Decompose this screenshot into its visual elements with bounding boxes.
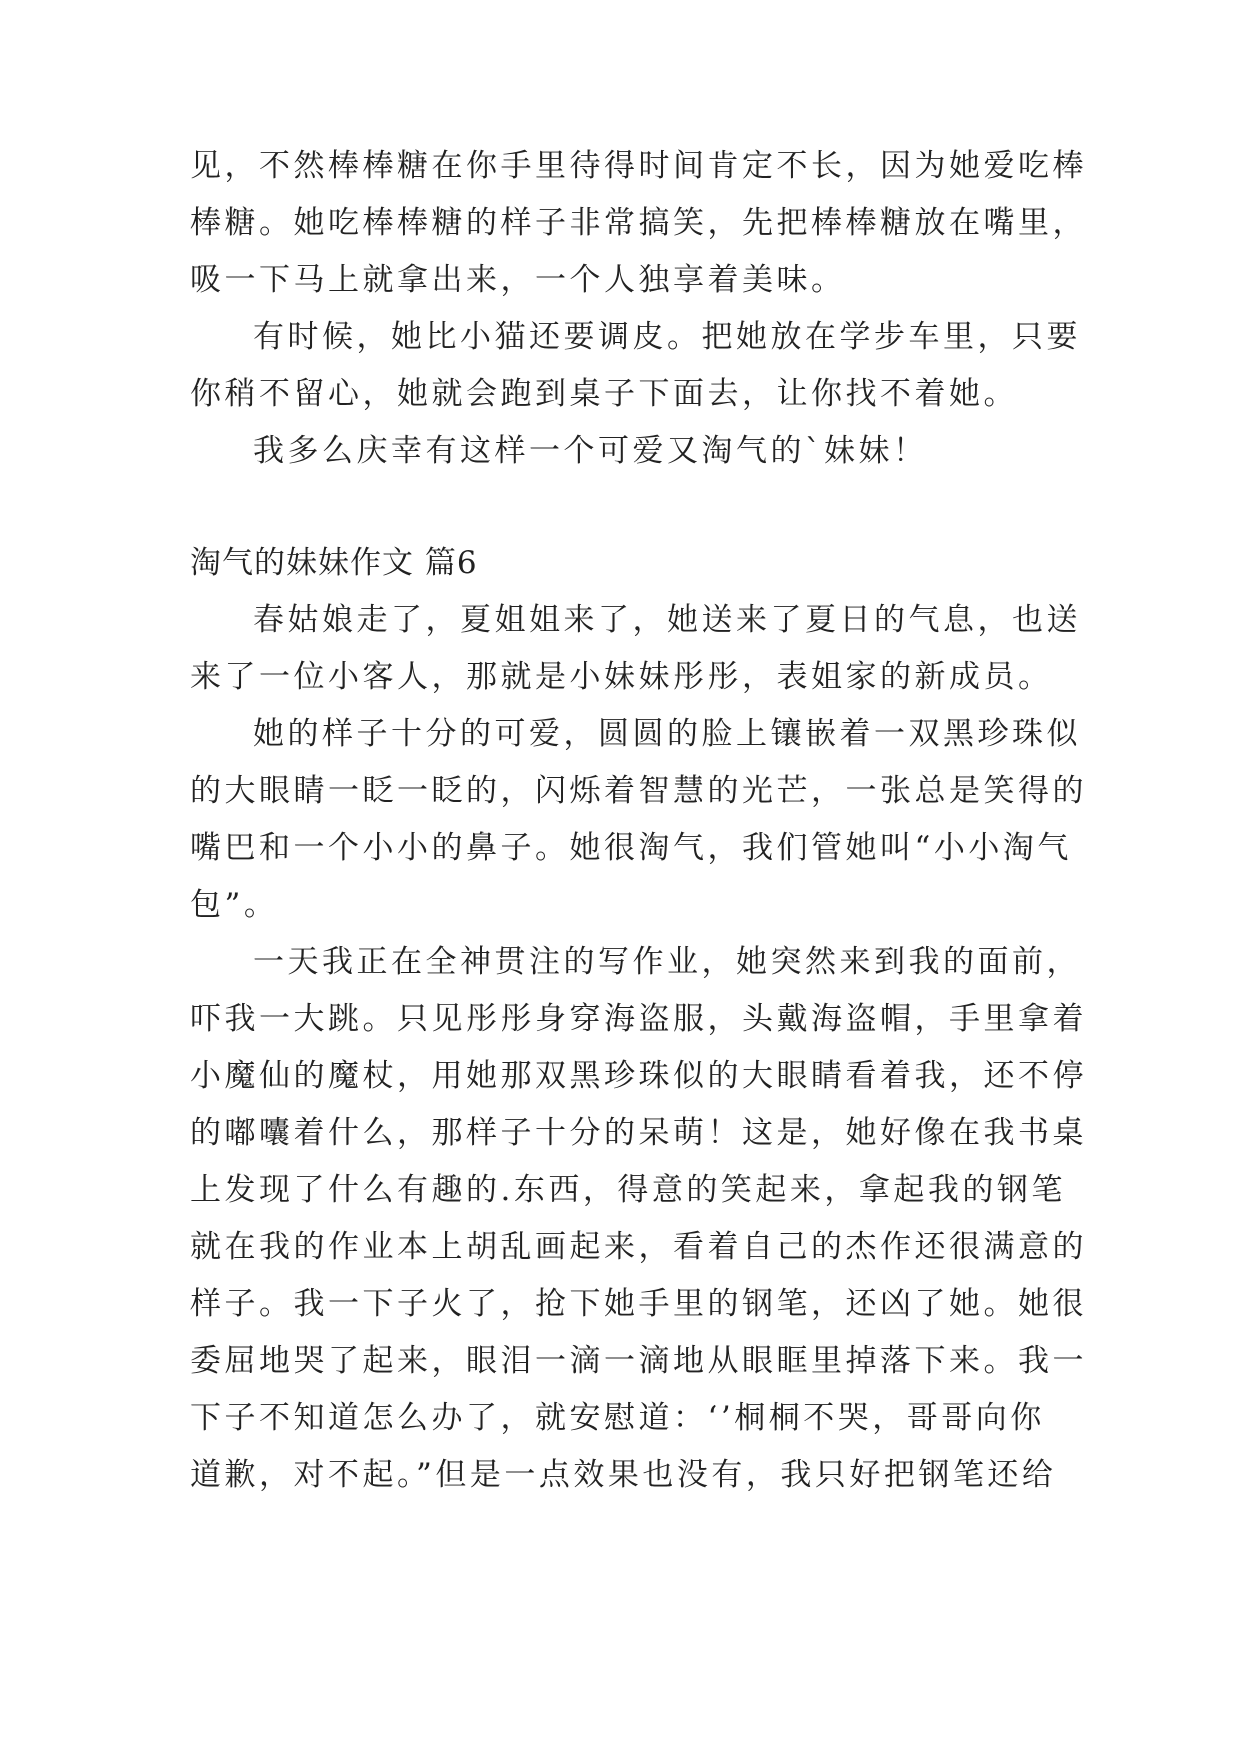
text-line: 上发现了什么有趣的.东西，得意的笑起来，拿起我的钢笔: [190, 1172, 1066, 1208]
text-line: 你稍不留心，她就会跑到桌子下面去，让你找不着她。: [190, 376, 1018, 412]
paragraph-start-line: 有时候，她比小猫还要调皮。把她放在学步车里，只要: [253, 319, 1081, 355]
text-line: 见，不然棒棒糖在你手里待得时间肯定不长，因为她爱吃棒: [190, 148, 1087, 184]
paragraph-start-line: 一天我正在全神贯注的写作业，她突然来到我的面前，: [253, 944, 1081, 980]
section-heading: 淘气的妹妹作文 篇6: [190, 545, 478, 581]
text-line: 棒糖。她吃棒棒糖的样子非常搞笑，先把棒棒糖放在嘴里，: [190, 205, 1087, 241]
text-line: 的大眼睛一眨一眨的，闪烁着智慧的光芒，一张总是笑得的: [190, 773, 1087, 809]
text-line: 来了一位小客人，那就是小妹妹彤彤，表姐家的新成员。: [190, 659, 1053, 695]
text-line: 吸一下马上就拿出来，一个人独享着美味。: [190, 262, 846, 298]
text-line: 道歉，对不起。”但是一点效果也没有，我只好把钢笔还给: [190, 1457, 1057, 1493]
text-line: 吓我一大跳。只见彤彤身穿海盗服，头戴海盗帽，手里拿着: [190, 1001, 1087, 1037]
text-line: 样子。我一下子火了，抢下她手里的钢笔，还凶了她。她很: [190, 1286, 1087, 1322]
text-line: 的嘟囔着什么，那样子十分的呆萌！这是，她好像在我书桌: [190, 1115, 1087, 1151]
text-line: 就在我的作业本上胡乱画起来，看着自己的杰作还很满意的: [190, 1229, 1087, 1265]
paragraph-start-line: 春姑娘走了，夏姐姐来了，她送来了夏日的气息，也送: [253, 602, 1081, 638]
paragraph-start-line: 她的样子十分的可爱，圆圆的脸上镶嵌着一双黑珍珠似: [253, 716, 1081, 752]
text-line: 小魔仙的魔杖，用她那双黑珍珠似的大眼睛看着我，还不停: [190, 1058, 1087, 1094]
text-line: 委屈地哭了起来，眼泪一滴一滴地从眼眶里掉落下来。我一: [190, 1343, 1087, 1379]
text-line: 嘴巴和一个小小的鼻子。她很淘气，我们管她叫“小小淘气: [190, 830, 1072, 866]
text-line: 下子不知道怎么办了，就安慰道：‘’桐桐不哭，哥哥向你: [190, 1400, 1045, 1436]
paragraph-start-line: 我多么庆幸有这样一个可爱又淘气的`妹妹！: [253, 433, 928, 469]
text-line: 包”。: [190, 887, 279, 923]
